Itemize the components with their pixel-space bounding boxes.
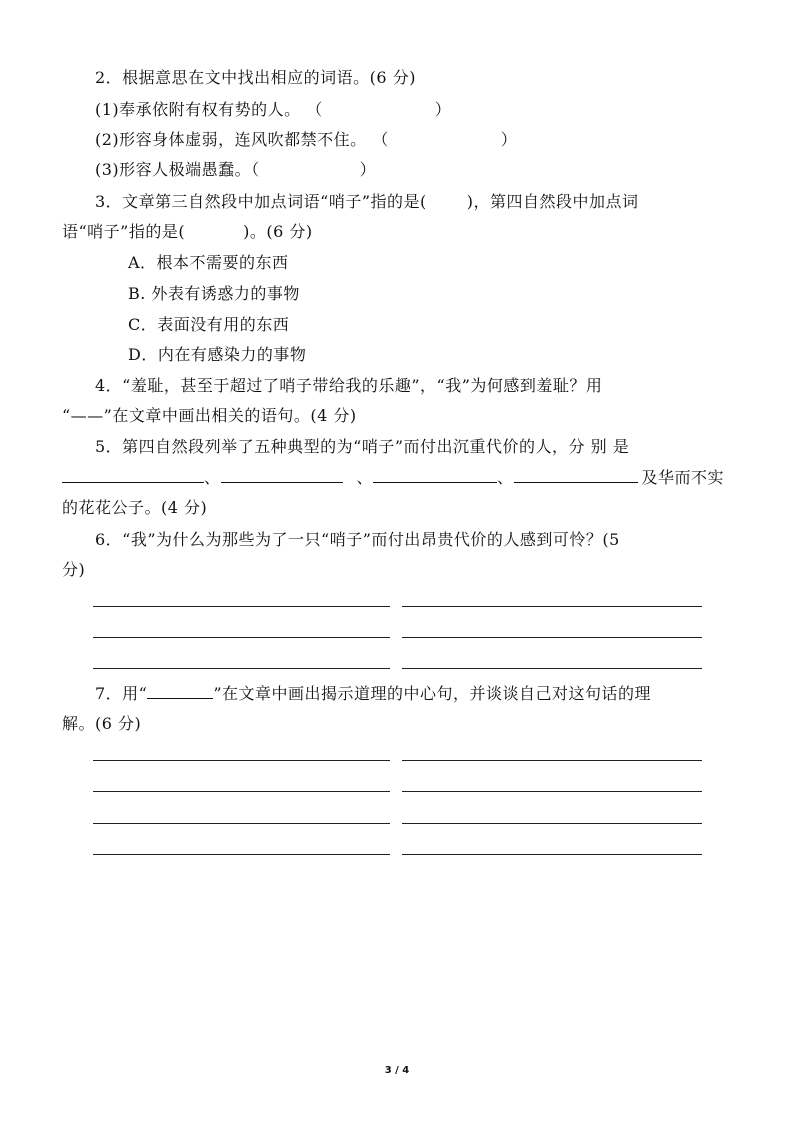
- q2-stem: 2．根据意思在文中找出相应的词语。(6 分): [95, 68, 416, 87]
- q6-answer-line-2b[interactable]: [402, 637, 702, 638]
- q5-blank-4[interactable]: [514, 468, 638, 483]
- q5-line-2: [62, 468, 724, 488]
- q6-answer-line-1b[interactable]: [402, 606, 702, 607]
- q5-line-1: 5．第四自然段列举了五种典型的为“哨子”而付出沉重代价的人，分 别 是: [95, 437, 630, 456]
- q5-sep-2: 、: [356, 468, 374, 487]
- q7-answer-line-4a[interactable]: [93, 854, 390, 855]
- q3-stem-d: )。(6 分): [243, 222, 313, 241]
- q2-item-2-text: (2)形容身体虚弱，连风吹都禁不住。 （: [95, 130, 389, 149]
- q2-item-2: [95, 130, 517, 150]
- q3-stem-line-2: [62, 222, 313, 242]
- q5-sep-1: 、: [204, 468, 221, 487]
- q7-answer-line-3b[interactable]: [402, 823, 702, 824]
- q4-line-1: 4．“羞耻，甚至于超过了哨子带给我的乐趣”，“我”为何感到羞耻？用: [95, 376, 603, 395]
- q3-stem-b: )，第四自然段中加点词: [466, 192, 639, 211]
- q5-sep-3: 、: [497, 468, 514, 487]
- page-number: 3 / 4: [384, 1065, 410, 1076]
- q5-blank-1[interactable]: [62, 468, 204, 483]
- q7-underline-sample: [147, 684, 213, 699]
- q5-blank-2[interactable]: [221, 468, 343, 483]
- q4-line-2: “——”在文章中画出相关的语句。(4 分): [62, 406, 357, 425]
- q6-answer-line-2a[interactable]: [93, 637, 390, 638]
- q2-item-1: [95, 100, 451, 120]
- q6-answer-line-3a[interactable]: [93, 668, 390, 669]
- q7-answer-line-1b[interactable]: [402, 760, 702, 761]
- q6-answer-line-3b[interactable]: [402, 668, 702, 669]
- q6-line-1: 6．“我”为什么为那些为了一只“哨子”而付出昂贵代价的人感到可怜？(5: [95, 530, 620, 549]
- q2-item-3-text: (3)形容人极端愚蠢。（: [95, 160, 260, 179]
- q2-item-1-text: (1)奉承依附有权有势的人。 （: [95, 100, 323, 119]
- q3-stem-c: 语“哨子”指的是(: [62, 222, 186, 241]
- q7-text-a: 7．用“: [95, 684, 148, 703]
- q3-option-c: C．表面没有用的东西: [128, 315, 290, 334]
- q6-answer-line-1a[interactable]: [93, 606, 390, 607]
- q7-answer-line-1a[interactable]: [93, 760, 390, 761]
- q3-stem-a: 3．文章第三自然段中加点词语“哨子”指的是(: [95, 192, 427, 211]
- q3-option-a: A．根本不需要的东西: [128, 253, 289, 272]
- q7-line-2: 解。(6 分): [62, 714, 142, 733]
- q6-line-2: 分): [62, 560, 86, 579]
- q5-tail: 及华而不实: [641, 468, 725, 487]
- q7-answer-line-2b[interactable]: [402, 791, 702, 792]
- q7-line-1: [95, 684, 651, 704]
- q3-option-d: D．内在有感染力的事物: [128, 345, 307, 364]
- q7-text-b: ”在文章中画出揭示道理的中心句，并谈谈自己对这句话的理: [213, 684, 652, 703]
- q2-item-1-close: ）: [434, 100, 452, 119]
- q7-answer-line-2a[interactable]: [93, 791, 390, 792]
- q5-blank-3[interactable]: [373, 468, 497, 483]
- q2-item-2-close: ）: [500, 130, 518, 149]
- q2-item-3: [95, 160, 376, 180]
- q5-line-3: 的花花公子。(4 分): [62, 498, 208, 517]
- q2-item-3-close: ）: [359, 160, 377, 179]
- q7-answer-line-4b[interactable]: [402, 854, 702, 855]
- q3-option-b: B. 外表有诱惑力的事物: [128, 284, 300, 303]
- q3-stem-line-1: [95, 192, 639, 212]
- q7-answer-line-3a[interactable]: [93, 823, 390, 824]
